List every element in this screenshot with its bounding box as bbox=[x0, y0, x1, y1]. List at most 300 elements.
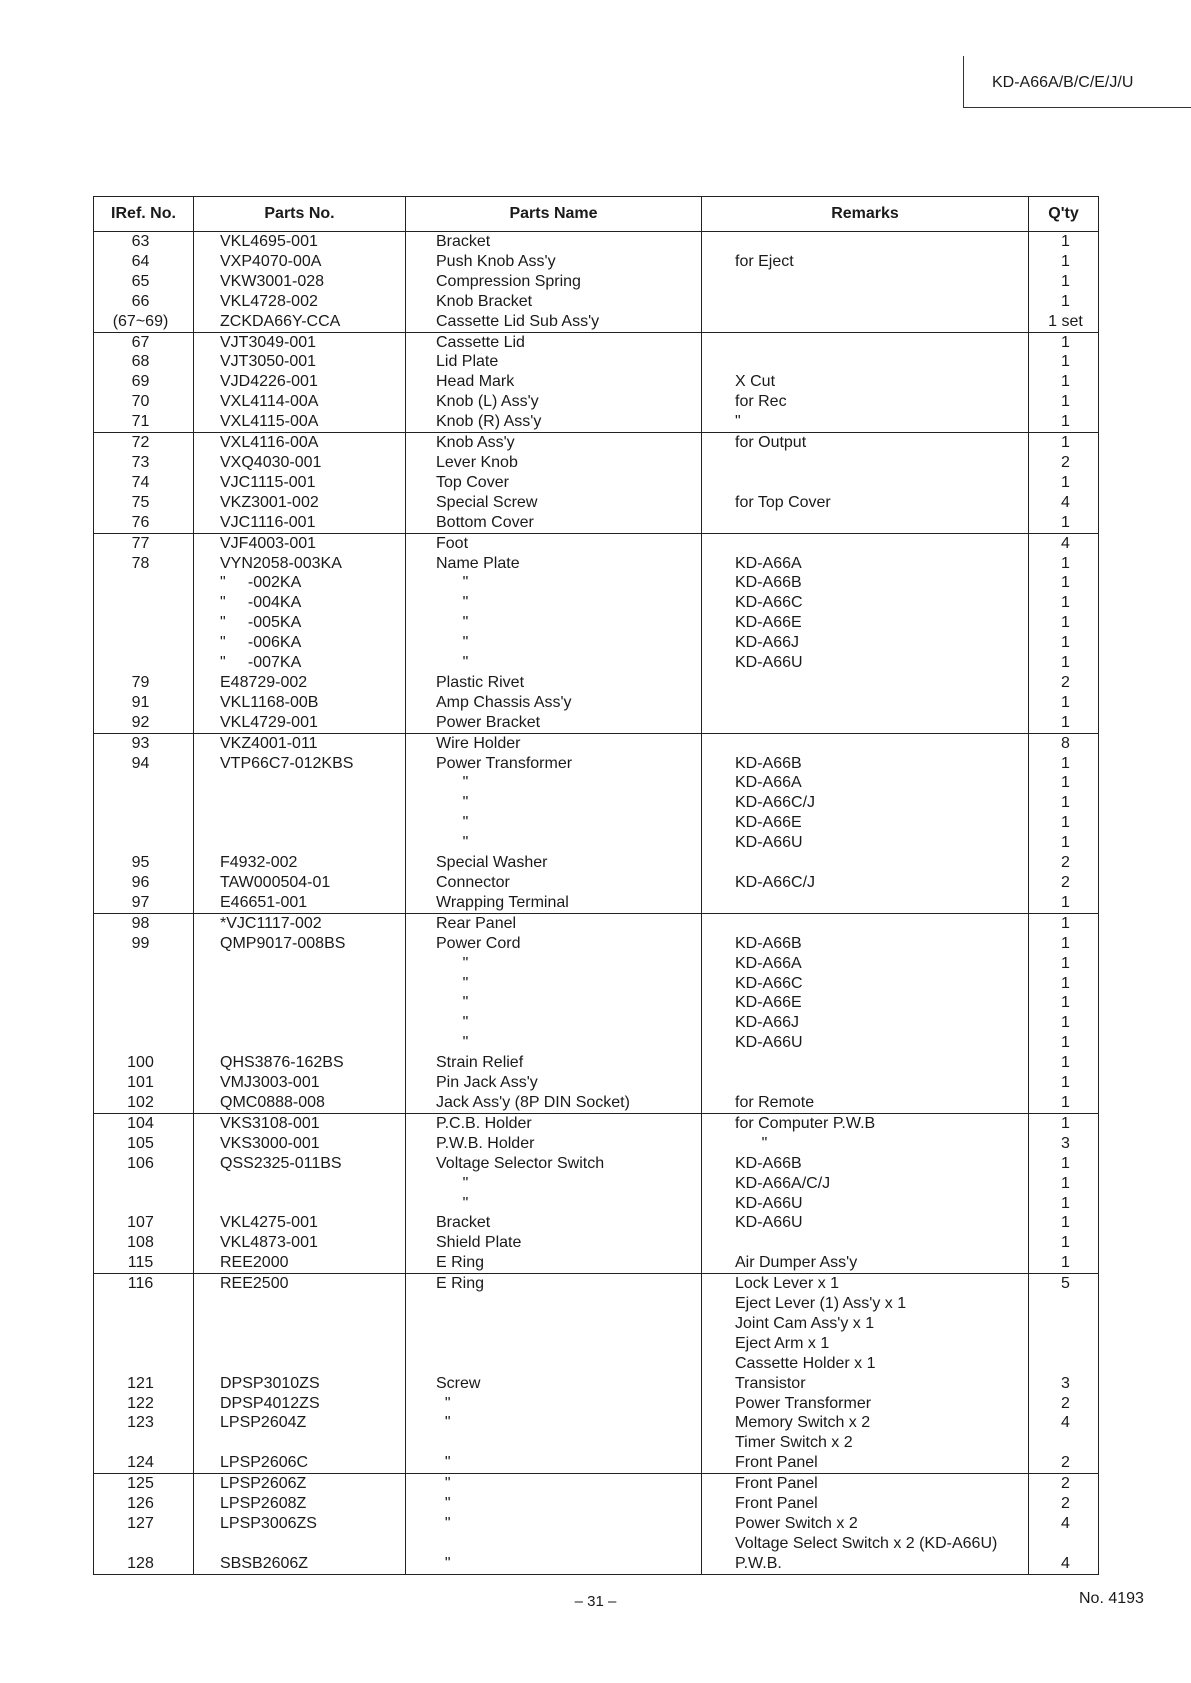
parts-no-cell: *VJC1117-002 bbox=[194, 913, 406, 933]
ref-no-cell bbox=[94, 593, 194, 613]
ref-no-cell bbox=[94, 773, 194, 793]
qty-cell bbox=[1029, 1334, 1099, 1354]
parts-no-cell: VTP66C7-012KBS bbox=[194, 754, 406, 774]
table-row bbox=[94, 793, 1099, 813]
ref-no-cell: 99 bbox=[94, 934, 194, 954]
remarks-cell bbox=[702, 1233, 1029, 1253]
parts-name-cell: Power Transformer bbox=[406, 754, 702, 774]
parts-name-cell: Knob Ass'y bbox=[406, 433, 702, 453]
parts-no-cell: E46651-001 bbox=[194, 893, 406, 913]
parts-no-cell: VYN2058-003KA bbox=[194, 554, 406, 574]
remarks-cell: Memory Switch x 2 bbox=[702, 1413, 1029, 1433]
remarks-cell bbox=[702, 853, 1029, 873]
parts-no-cell: LPSP2604Z bbox=[194, 1413, 406, 1433]
parts-no-cell: QMP9017-008BS bbox=[194, 934, 406, 954]
ref-no-cell bbox=[94, 573, 194, 593]
ref-no-cell: 69 bbox=[94, 372, 194, 392]
qty-cell: 1 bbox=[1029, 813, 1099, 833]
qty-cell: 1 bbox=[1029, 993, 1099, 1013]
model-number-label: KD-A66A/B/C/E/J/U bbox=[963, 56, 1191, 108]
ref-no-cell bbox=[94, 1194, 194, 1214]
parts-name-cell: " bbox=[406, 573, 702, 593]
parts-name-cell: Knob (R) Ass'y bbox=[406, 412, 702, 432]
parts-name-cell: E Ring bbox=[406, 1274, 702, 1294]
parts-no-cell bbox=[194, 1314, 406, 1334]
table-row bbox=[94, 1013, 1099, 1033]
remarks-cell: KD-A66E bbox=[702, 993, 1029, 1013]
ref-no-cell: 63 bbox=[94, 232, 194, 252]
parts-no-cell: TAW000504-01 bbox=[194, 873, 406, 893]
parts-no-cell: VXP4070-00A bbox=[194, 252, 406, 272]
qty-cell bbox=[1029, 1433, 1099, 1453]
table-row bbox=[94, 1514, 1099, 1534]
qty-cell: 1 bbox=[1029, 934, 1099, 954]
parts-name-cell: " bbox=[406, 833, 702, 853]
parts-name-cell: Knob (L) Ass'y bbox=[406, 392, 702, 412]
remarks-cell bbox=[702, 533, 1029, 553]
ref-no-cell: 108 bbox=[94, 1233, 194, 1253]
ref-no-cell bbox=[94, 793, 194, 813]
column-header-ref-no: IRef. No. bbox=[94, 197, 194, 232]
qty-cell: 1 bbox=[1029, 1174, 1099, 1194]
parts-name-cell: Rear Panel bbox=[406, 913, 702, 933]
qty-cell: 1 bbox=[1029, 352, 1099, 372]
remarks-cell: KD-A66C bbox=[702, 974, 1029, 994]
remarks-cell: KD-A66B bbox=[702, 1154, 1029, 1174]
remarks-cell: Lock Lever x 1 bbox=[702, 1274, 1029, 1294]
parts-no-cell bbox=[194, 1174, 406, 1194]
parts-no-cell: VKL4275-001 bbox=[194, 1213, 406, 1233]
table-row bbox=[94, 813, 1099, 833]
parts-no-cell: REE2500 bbox=[194, 1274, 406, 1294]
remarks-cell: Power Transformer bbox=[702, 1394, 1029, 1414]
parts-name-cell: Special Screw bbox=[406, 493, 702, 513]
parts-name-cell bbox=[406, 1314, 702, 1334]
qty-cell: 2 bbox=[1029, 1474, 1099, 1494]
table-row bbox=[94, 633, 1099, 653]
parts-no-cell: " -007KA bbox=[194, 653, 406, 673]
ref-no-cell: 101 bbox=[94, 1073, 194, 1093]
parts-no-cell: VKW3001-028 bbox=[194, 272, 406, 292]
table-row bbox=[94, 974, 1099, 994]
qty-cell: 1 bbox=[1029, 1073, 1099, 1093]
parts-no-cell bbox=[194, 954, 406, 974]
qty-cell: 1 bbox=[1029, 372, 1099, 392]
qty-cell: 1 bbox=[1029, 954, 1099, 974]
qty-cell: 1 bbox=[1029, 1233, 1099, 1253]
remarks-cell: Air Dumper Ass'y bbox=[702, 1253, 1029, 1273]
remarks-cell: KD-A66C/J bbox=[702, 793, 1029, 813]
qty-cell: 1 bbox=[1029, 232, 1099, 252]
parts-name-cell: Bottom Cover bbox=[406, 513, 702, 533]
parts-name-cell: " bbox=[406, 1474, 702, 1494]
ref-no-cell: 78 bbox=[94, 554, 194, 574]
ref-no-cell bbox=[94, 1354, 194, 1374]
qty-cell: 3 bbox=[1029, 1134, 1099, 1154]
qty-cell: 1 bbox=[1029, 392, 1099, 412]
table-row bbox=[94, 754, 1099, 774]
qty-cell: 4 bbox=[1029, 1554, 1099, 1574]
qty-cell: 1 bbox=[1029, 1154, 1099, 1174]
table-row bbox=[94, 934, 1099, 954]
ref-no-cell: 64 bbox=[94, 252, 194, 272]
remarks-cell: KD-A66E bbox=[702, 613, 1029, 633]
remarks-cell bbox=[702, 272, 1029, 292]
qty-cell: 1 bbox=[1029, 633, 1099, 653]
remarks-cell: Cassette Holder x 1 bbox=[702, 1354, 1029, 1374]
qty-cell: 1 bbox=[1029, 1213, 1099, 1233]
parts-name-cell: Top Cover bbox=[406, 473, 702, 493]
ref-no-cell: 126 bbox=[94, 1494, 194, 1514]
qty-cell: 1 bbox=[1029, 1013, 1099, 1033]
parts-no-cell: QSS2325-011BS bbox=[194, 1154, 406, 1174]
parts-no-cell: " -005KA bbox=[194, 613, 406, 633]
parts-no-cell bbox=[194, 773, 406, 793]
remarks-cell: KD-A66E bbox=[702, 813, 1029, 833]
qty-cell: 1 bbox=[1029, 893, 1099, 913]
parts-name-cell: Foot bbox=[406, 533, 702, 553]
ref-no-cell: 96 bbox=[94, 873, 194, 893]
ref-no-cell: 107 bbox=[94, 1213, 194, 1233]
ref-no-cell: 67 bbox=[94, 332, 194, 352]
column-header-remarks: Remarks bbox=[702, 197, 1029, 232]
qty-cell: 1 bbox=[1029, 1113, 1099, 1133]
table-row bbox=[94, 252, 1099, 272]
table-row bbox=[94, 292, 1099, 312]
ref-no-cell: 127 bbox=[94, 1514, 194, 1534]
parts-name-cell: Cassette Lid Sub Ass'y bbox=[406, 312, 702, 332]
table-row bbox=[94, 1213, 1099, 1233]
table-row bbox=[94, 392, 1099, 412]
table-header-row bbox=[94, 197, 1099, 232]
table-row bbox=[94, 613, 1099, 633]
ref-no-cell: 98 bbox=[94, 913, 194, 933]
ref-no-cell: 72 bbox=[94, 433, 194, 453]
remarks-cell bbox=[702, 352, 1029, 372]
parts-no-cell: VKL4729-001 bbox=[194, 713, 406, 733]
remarks-cell: KD-A66C/J bbox=[702, 873, 1029, 893]
parts-name-cell: Pin Jack Ass'y bbox=[406, 1073, 702, 1093]
table-row bbox=[94, 833, 1099, 853]
parts-no-cell bbox=[194, 1013, 406, 1033]
remarks-cell bbox=[702, 713, 1029, 733]
parts-name-cell: Wire Holder bbox=[406, 733, 702, 753]
remarks-cell: Front Panel bbox=[702, 1474, 1029, 1494]
parts-no-cell: SBSB2606Z bbox=[194, 1554, 406, 1574]
qty-cell: 1 bbox=[1029, 573, 1099, 593]
qty-cell: 1 bbox=[1029, 252, 1099, 272]
page-number: – 31 – bbox=[574, 1593, 617, 1610]
table-row bbox=[94, 1174, 1099, 1194]
ref-no-cell: 75 bbox=[94, 493, 194, 513]
parts-no-cell: DPSP4012ZS bbox=[194, 1394, 406, 1414]
parts-name-cell: Bracket bbox=[406, 1213, 702, 1233]
qty-cell: 1 bbox=[1029, 473, 1099, 493]
parts-name-cell: Lid Plate bbox=[406, 352, 702, 372]
remarks-cell bbox=[702, 1053, 1029, 1073]
ref-no-cell: 65 bbox=[94, 272, 194, 292]
remarks-cell bbox=[702, 1073, 1029, 1093]
parts-name-cell: " bbox=[406, 1033, 702, 1053]
parts-no-cell bbox=[194, 1194, 406, 1214]
qty-cell: 5 bbox=[1029, 1274, 1099, 1294]
ref-no-cell: (67~69) bbox=[94, 312, 194, 332]
table-row bbox=[94, 733, 1099, 753]
parts-name-cell: " bbox=[406, 613, 702, 633]
table-row bbox=[94, 1233, 1099, 1253]
ref-no-cell bbox=[94, 974, 194, 994]
table-row bbox=[94, 332, 1099, 352]
parts-no-cell: LPSP2606Z bbox=[194, 1474, 406, 1494]
qty-cell: 1 set bbox=[1029, 312, 1099, 332]
remarks-cell: KD-A66C bbox=[702, 593, 1029, 613]
parts-no-cell: VJD4226-001 bbox=[194, 372, 406, 392]
qty-cell: 1 bbox=[1029, 653, 1099, 673]
table-row bbox=[94, 493, 1099, 513]
parts-no-cell: LPSP3006ZS bbox=[194, 1514, 406, 1534]
parts-no-cell: VXL4116-00A bbox=[194, 433, 406, 453]
table-row bbox=[94, 1294, 1099, 1314]
qty-cell: 1 bbox=[1029, 833, 1099, 853]
table-row bbox=[94, 573, 1099, 593]
ref-no-cell: 125 bbox=[94, 1474, 194, 1494]
parts-no-cell: VXQ4030-001 bbox=[194, 453, 406, 473]
remarks-cell: for Remote bbox=[702, 1093, 1029, 1113]
remarks-cell bbox=[702, 693, 1029, 713]
remarks-cell bbox=[702, 513, 1029, 533]
parts-name-cell: Power Bracket bbox=[406, 713, 702, 733]
table-row bbox=[94, 1413, 1099, 1433]
remarks-cell bbox=[702, 453, 1029, 473]
ref-no-cell: 115 bbox=[94, 1253, 194, 1273]
ref-no-cell: 100 bbox=[94, 1053, 194, 1073]
table-row bbox=[94, 533, 1099, 553]
ref-no-cell: 73 bbox=[94, 453, 194, 473]
remarks-cell: Front Panel bbox=[702, 1494, 1029, 1514]
ref-no-cell: 106 bbox=[94, 1154, 194, 1174]
parts-no-cell: F4932-002 bbox=[194, 853, 406, 873]
ref-no-cell: 91 bbox=[94, 693, 194, 713]
ref-no-cell: 121 bbox=[94, 1374, 194, 1394]
remarks-cell: Eject Arm x 1 bbox=[702, 1334, 1029, 1354]
qty-cell: 2 bbox=[1029, 853, 1099, 873]
parts-name-cell: E Ring bbox=[406, 1253, 702, 1273]
table-row bbox=[94, 593, 1099, 613]
ref-no-cell: 124 bbox=[94, 1453, 194, 1473]
qty-cell: 1 bbox=[1029, 292, 1099, 312]
table-row bbox=[94, 513, 1099, 533]
ref-no-cell: 92 bbox=[94, 713, 194, 733]
remarks-cell bbox=[702, 473, 1029, 493]
qty-cell: 1 bbox=[1029, 974, 1099, 994]
parts-no-cell: REE2000 bbox=[194, 1253, 406, 1273]
qty-cell bbox=[1029, 1534, 1099, 1554]
ref-no-cell: 70 bbox=[94, 392, 194, 412]
ref-no-cell: 68 bbox=[94, 352, 194, 372]
parts-name-cell: Voltage Selector Switch bbox=[406, 1154, 702, 1174]
parts-name-cell: Push Knob Ass'y bbox=[406, 252, 702, 272]
qty-cell: 3 bbox=[1029, 1374, 1099, 1394]
ref-no-cell bbox=[94, 1534, 194, 1554]
parts-name-cell: Knob Bracket bbox=[406, 292, 702, 312]
table-row bbox=[94, 1453, 1099, 1473]
qty-cell: 4 bbox=[1029, 1514, 1099, 1534]
table-row bbox=[94, 673, 1099, 693]
remarks-cell: for Top Cover bbox=[702, 493, 1029, 513]
remarks-cell: KD-A66B bbox=[702, 934, 1029, 954]
remarks-cell bbox=[702, 292, 1029, 312]
parts-name-cell: " bbox=[406, 1394, 702, 1414]
table-row bbox=[94, 1274, 1099, 1294]
parts-name-cell: Head Mark bbox=[406, 372, 702, 392]
qty-cell bbox=[1029, 1354, 1099, 1374]
qty-cell: 8 bbox=[1029, 733, 1099, 753]
remarks-cell bbox=[702, 232, 1029, 252]
qty-cell: 1 bbox=[1029, 773, 1099, 793]
parts-name-cell bbox=[406, 1294, 702, 1314]
parts-no-cell: ZCKDA66Y-CCA bbox=[194, 312, 406, 332]
ref-no-cell bbox=[94, 1433, 194, 1453]
parts-no-cell: VKL1168-00B bbox=[194, 693, 406, 713]
remarks-cell: KD-A66A bbox=[702, 954, 1029, 974]
ref-no-cell bbox=[94, 633, 194, 653]
parts-name-cell: Amp Chassis Ass'y bbox=[406, 693, 702, 713]
qty-cell: 2 bbox=[1029, 1494, 1099, 1514]
table-row bbox=[94, 873, 1099, 893]
remarks-cell: KD-A66U bbox=[702, 653, 1029, 673]
table-row bbox=[94, 352, 1099, 372]
parts-no-cell: VKL4728-002 bbox=[194, 292, 406, 312]
parts-no-cell: " -004KA bbox=[194, 593, 406, 613]
table-row bbox=[94, 554, 1099, 574]
remarks-cell: " bbox=[702, 1134, 1029, 1154]
remarks-cell: KD-A66B bbox=[702, 754, 1029, 774]
qty-cell: 1 bbox=[1029, 1093, 1099, 1113]
table-row bbox=[94, 1394, 1099, 1414]
qty-cell: 1 bbox=[1029, 713, 1099, 733]
table-row bbox=[94, 1154, 1099, 1174]
parts-no-cell: VKS3108-001 bbox=[194, 1113, 406, 1133]
parts-no-cell: VKS3000-001 bbox=[194, 1134, 406, 1154]
parts-name-cell: " bbox=[406, 793, 702, 813]
qty-cell: 4 bbox=[1029, 1413, 1099, 1433]
parts-name-cell: Jack Ass'y (8P DIN Socket) bbox=[406, 1093, 702, 1113]
parts-name-cell: " bbox=[406, 1514, 702, 1534]
qty-cell: 1 bbox=[1029, 913, 1099, 933]
column-header-parts-no: Parts No. bbox=[194, 197, 406, 232]
table-row bbox=[94, 853, 1099, 873]
parts-name-cell: " bbox=[406, 773, 702, 793]
remarks-cell: for Eject bbox=[702, 252, 1029, 272]
qty-cell: 1 bbox=[1029, 412, 1099, 432]
parts-name-cell: Power Cord bbox=[406, 934, 702, 954]
remarks-cell: KD-A66J bbox=[702, 633, 1029, 653]
qty-cell: 2 bbox=[1029, 1453, 1099, 1473]
parts-no-cell: " -002KA bbox=[194, 573, 406, 593]
qty-cell: 1 bbox=[1029, 1253, 1099, 1273]
table-row bbox=[94, 1494, 1099, 1514]
parts-list-table bbox=[93, 196, 1099, 1575]
parts-name-cell: P.C.B. Holder bbox=[406, 1113, 702, 1133]
qty-cell bbox=[1029, 1314, 1099, 1334]
table-row bbox=[94, 1374, 1099, 1394]
qty-cell bbox=[1029, 1294, 1099, 1314]
table-row bbox=[94, 1334, 1099, 1354]
parts-no-cell bbox=[194, 1534, 406, 1554]
table-row bbox=[94, 372, 1099, 392]
parts-no-cell bbox=[194, 813, 406, 833]
ref-no-cell: 123 bbox=[94, 1413, 194, 1433]
table-row bbox=[94, 1314, 1099, 1334]
parts-no-cell bbox=[194, 1354, 406, 1374]
remarks-cell: Eject Lever (1) Ass'y x 1 bbox=[702, 1294, 1029, 1314]
parts-name-cell: " bbox=[406, 974, 702, 994]
parts-no-cell: VJF4003-001 bbox=[194, 533, 406, 553]
table-row bbox=[94, 232, 1099, 252]
qty-cell: 1 bbox=[1029, 593, 1099, 613]
qty-cell: 1 bbox=[1029, 332, 1099, 352]
parts-name-cell: " bbox=[406, 1554, 702, 1574]
qty-cell: 1 bbox=[1029, 613, 1099, 633]
ref-no-cell: 102 bbox=[94, 1093, 194, 1113]
ref-no-cell: 95 bbox=[94, 853, 194, 873]
qty-cell: 1 bbox=[1029, 754, 1099, 774]
parts-no-cell: QHS3876-162BS bbox=[194, 1053, 406, 1073]
ref-no-cell bbox=[94, 1174, 194, 1194]
table-row bbox=[94, 1073, 1099, 1093]
parts-no-cell: VKZ3001-002 bbox=[194, 493, 406, 513]
parts-no-cell: VKL4873-001 bbox=[194, 1233, 406, 1253]
remarks-cell: KD-A66A bbox=[702, 773, 1029, 793]
ref-no-cell: 93 bbox=[94, 733, 194, 753]
parts-name-cell: Strain Relief bbox=[406, 1053, 702, 1073]
table-row bbox=[94, 693, 1099, 713]
table-row bbox=[94, 954, 1099, 974]
parts-table-body bbox=[94, 232, 1099, 1575]
parts-no-cell bbox=[194, 1033, 406, 1053]
parts-name-cell: Lever Knob bbox=[406, 453, 702, 473]
ref-no-cell bbox=[94, 653, 194, 673]
remarks-cell: KD-A66B bbox=[702, 573, 1029, 593]
parts-name-cell bbox=[406, 1433, 702, 1453]
parts-name-cell: " bbox=[406, 593, 702, 613]
parts-no-cell bbox=[194, 793, 406, 813]
qty-cell: 1 bbox=[1029, 554, 1099, 574]
remarks-cell bbox=[702, 913, 1029, 933]
qty-cell: 1 bbox=[1029, 793, 1099, 813]
remarks-cell: X Cut bbox=[702, 372, 1029, 392]
parts-name-cell: Connector bbox=[406, 873, 702, 893]
parts-name-cell: " bbox=[406, 1013, 702, 1033]
remarks-cell: Front Panel bbox=[702, 1453, 1029, 1473]
parts-no-cell: VJT3050-001 bbox=[194, 352, 406, 372]
remarks-cell: for Computer P.W.B bbox=[702, 1113, 1029, 1133]
ref-no-cell: 77 bbox=[94, 533, 194, 553]
table-row bbox=[94, 1113, 1099, 1133]
parts-name-cell: " bbox=[406, 1194, 702, 1214]
ref-no-cell bbox=[94, 1294, 194, 1314]
table-row bbox=[94, 1554, 1099, 1574]
ref-no-cell bbox=[94, 993, 194, 1013]
remarks-cell: Joint Cam Ass'y x 1 bbox=[702, 1314, 1029, 1334]
table-row bbox=[94, 453, 1099, 473]
qty-cell: 1 bbox=[1029, 433, 1099, 453]
ref-no-cell: 97 bbox=[94, 893, 194, 913]
parts-no-cell bbox=[194, 1334, 406, 1354]
table-row bbox=[94, 1253, 1099, 1273]
parts-no-cell bbox=[194, 974, 406, 994]
remarks-cell: P.W.B. bbox=[702, 1554, 1029, 1574]
